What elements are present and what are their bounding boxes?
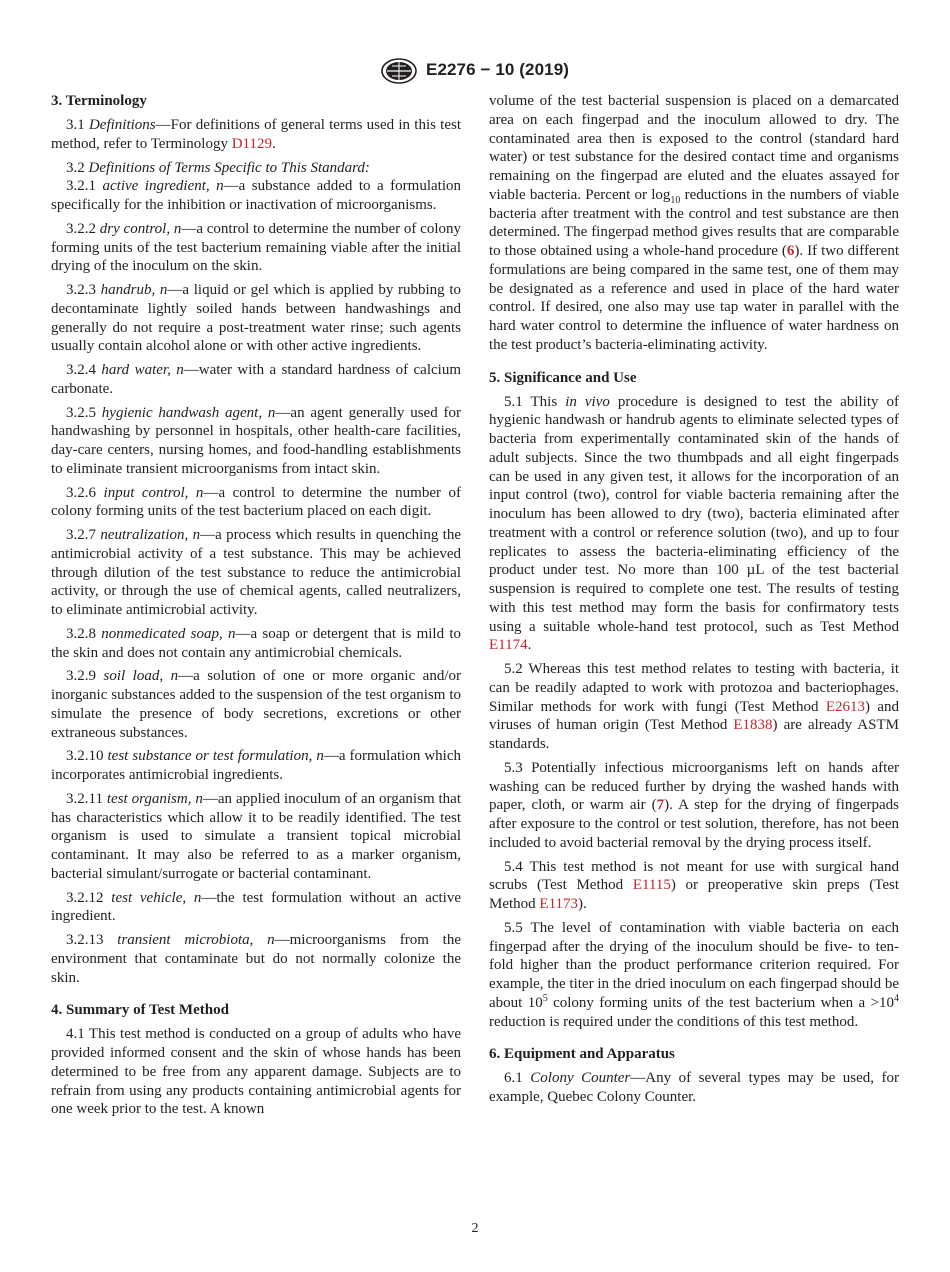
definition-term: transient microbiota, n	[117, 932, 275, 948]
paragraph-4-1-continued: volume of the test bacterial suspension is placed on a demarcated area on each fingerpad and the inoculum allowed to dry. The contaminated area then is exposed to the control (standard hard water) or test substance for the desired contact time and organisms remaining on the fingerpad are eluted and the eluates assayed for viable bacteria. Percent or $\log_{10}$ reductions in the numbers of viable bacteria after treatment with the control and test substance are then determined. The fingerpad method gives results that are comparable to those obtained using a whole-hand procedure (6). If two different formulations are being compared in the same test, one of them may be designated as a reference and used in place of the hard water control. If desired, one also may use tap water in parallel with the hard water control to determine the influence of water hardness on the test product’s bacteria-eliminating activity.	[489, 93, 899, 353]
section-6-heading: 6. Equipment and Apparatus	[489, 1046, 675, 1063]
definition-term: test vehicle, n	[111, 889, 202, 906]
definition-number: 3.2.8	[66, 625, 96, 642]
paragraph-3-2: 3.2 Definitions of Terms Specific to This Standard:	[66, 159, 370, 176]
definition-item	[51, 361, 461, 399]
definition-term: input control, n	[103, 484, 204, 501]
ref-link-d1129[interactable]: D1129	[231, 135, 272, 152]
page-header	[0, 58, 950, 84]
definition-number: 3.2.13	[66, 932, 104, 948]
definition-text: —an agent generally used for handwashing by personnel in hospitals, other health-care facilities, day-care centers, nursing homes, and food-handling establishments to eliminate transient microorganisms from intact skin.	[51, 404, 461, 477]
definition-item	[51, 790, 461, 884]
definition-term: hard water, n	[101, 362, 184, 378]
paragraph-5-3: 5.3 Potentially infectious microorganisms left on hands after washing can be reduced further by drying the washed hands with paper, cloth, or warm air (7). A step for the drying of fingerpads after exposure to the control or test solution, therefore, has not been included to avoid bacterial removal by the drying process itself.	[489, 759, 899, 851]
section-3-heading: 3. Terminology	[51, 93, 147, 109]
definition-text: —the test formulation without an active ingredient.	[51, 889, 462, 925]
paragraph-5-5: 5.5 The level of contamination with viable bacteria on each fingerpad after the drying of the inoculum should be five- to ten-fold higher than the product performance criterion required. For example, the titer in the dried inoculum on each fingerpad should be about $10^5$ colony forming units of the test bacterium when $a >10^4$ reduction is required under the conditions of this test method.	[489, 919, 899, 1030]
definition-item	[51, 404, 461, 479]
paragraph-5-2: 5.2 Whereas this test method relates to testing with bacteria, it can be readily adapted to work with protozoa and bacteriophages. Similar methods for work with fungi (Test Method E2613) and viruses of human origin (Test Method E1838) are already ASTM standards.	[489, 661, 899, 752]
definition-item	[51, 625, 461, 663]
definition-item	[51, 484, 461, 522]
section-5-heading: 5. Significance and Use	[489, 369, 637, 386]
definition-number: 3.2.4	[66, 362, 96, 378]
definition-number: 3.2.9	[66, 668, 96, 685]
definition-term: nonmedicated soap, n	[101, 625, 236, 642]
definition-number: 3.2.11	[66, 790, 103, 807]
paragraph-5-1: 5.1 This in vivo procedure is designed to test the ability of hygienic handwash or handrub agents to eliminate selected types of bacteria from experimentally contaminated skin of the hands of adult subjects. Since the two thumbpads and all eight fingerpads can be used in any given test, it allows for the incorporation of an input control (two), control for viable bacteria remaining after the inoculum has been allowed to dry (two), bacteria eliminated after treatment with a control or reference solution (two), and up to four replicates to assess the bacteria-eliminating efficiency of the product under test. No more than 100 µL of the test bacterial suspension is required to complete one test. The results of testing with this test method may form the basis for confirmatory tests using a suitable whole-hand test protocol, such as Test Method E1174.	[489, 393, 900, 654]
definition-number: 3.2.10	[66, 748, 104, 765]
ref-link-7[interactable]: 7	[656, 797, 665, 814]
definition-text: —water with a standard hardness of calcium carbonate.	[51, 362, 461, 397]
definition-term: test substance or test formulation, n	[107, 748, 324, 765]
left-column	[51, 92, 461, 1123]
definition-text: —a soap or detergent that is mild to the skin and does not contain any antimicrobial chemicals.	[51, 625, 462, 661]
paragraph-3-1: 3.1 Definitions—For definitions of general terms used in this test method, refer to Terminology D1129.	[51, 117, 461, 152]
paragraph-4-1-start: 4.1 This test method is conducted on a group of adults who have provided informed consent and the skin of whose hands has been determined to be free from any apparent damage. Subjects are to refrain from using any products containing antimicrobial agents for one week prior to the test. A known	[51, 1026, 461, 1118]
definition-item	[51, 931, 461, 987]
definition-number: 3.2.5	[66, 404, 96, 421]
definition-text: —microorganisms from the environment that contaminate but do not normally colonize the skin.	[51, 932, 462, 986]
definitions-list	[51, 177, 461, 987]
definition-text: —a formulation which incorporates antimicrobial ingredients.	[51, 748, 462, 783]
paragraph-5-4: 5.4 This test method is not meant for use with surgical hand scrubs (Test Method E1115) or preoperative skin preps (Test Method E1173).	[489, 858, 899, 912]
paragraph-6-1: 6.1 Colony Counter—Any of several types may be used, for example, Quebec Colony Counter.	[489, 1070, 900, 1105]
definition-number: 3.2.7	[66, 527, 96, 543]
definition-text: —a control to determine the number of colony forming units of the test bacterium remaining viable after the initial drying of the inoculum on the skin.	[51, 220, 461, 275]
definition-term: test organism, n	[106, 790, 203, 807]
definition-number: 3.2.6	[66, 484, 96, 501]
definition-item	[51, 747, 461, 785]
definition-item	[51, 526, 461, 620]
definition-term: neutralization, n	[100, 527, 201, 543]
definition-number: 3.2.12	[66, 889, 104, 906]
definition-text: —a substance added to a formulation specifically for the inhibition or inactivation of microorganisms.	[51, 178, 462, 213]
page-number: 2	[471, 1221, 479, 1236]
definition-term: soil load, n	[103, 668, 179, 685]
astm-logo-icon	[381, 58, 417, 84]
definition-number: 3.2.3	[66, 282, 96, 298]
right-column	[489, 92, 899, 1111]
definition-text: —a control to determine the number of colony forming units of the test bacterium placed on each digit.	[51, 484, 461, 520]
section-4-heading: 4. Summary of Test Method	[51, 1002, 229, 1019]
ref-link-e1174[interactable]: E1174	[489, 637, 528, 654]
definition-term: dry control, n	[99, 220, 182, 237]
ref-link-6[interactable]: 6	[786, 243, 795, 259]
definition-item	[51, 889, 461, 927]
ref-link-e1173[interactable]: E1173	[539, 896, 579, 912]
definition-number: 3.2.2	[66, 220, 96, 237]
definition-number: 3.2.1	[66, 178, 96, 195]
definition-term: handrub, n	[100, 282, 168, 298]
ref-link-e2613[interactable]: E2613	[825, 698, 865, 715]
definition-item	[51, 667, 461, 742]
ref-link-e1838[interactable]: E1838	[733, 717, 773, 734]
ref-link-e1115[interactable]: E1115	[632, 877, 671, 894]
definition-item	[51, 281, 461, 356]
document-id: E2276 − 10 (2019)	[426, 60, 570, 79]
definition-item	[51, 177, 461, 215]
definition-text: —a liquid or gel which is applied by rubbing to decontaminate lightly soiled hands between handwashings and generally do not require a post-treatment water rinse; such agents usually contain alcohol alone or with other active ingredients.	[51, 282, 462, 355]
definition-item	[51, 220, 461, 276]
definition-term: active ingredient, n	[102, 178, 224, 195]
definition-text: —an applied inoculum of an organism that has characteristics which allow it to be readily identified. The test organism is used to simulate a transient topical microbial contaminant. It may also be referred to as a marker organism, bacterial simulant/surrogate or bacterial contaminant.	[51, 790, 462, 882]
definition-text: —a process which results in quenching the antimicrobial activity of a test substance. This may be achieved through dilution of the test substance to reduce the antimicrobial activity, or through the use of chemical agents, called neutralizers, to eliminate antimicrobial activity.	[51, 527, 461, 618]
definition-term: hygienic handwash agent, n	[101, 404, 276, 421]
definition-text: —a solution of one or more organic and/or inorganic substances added to the suspension of the test organism to simulate the presence of body secretions, excretions or other extraneous substances.	[51, 668, 462, 741]
